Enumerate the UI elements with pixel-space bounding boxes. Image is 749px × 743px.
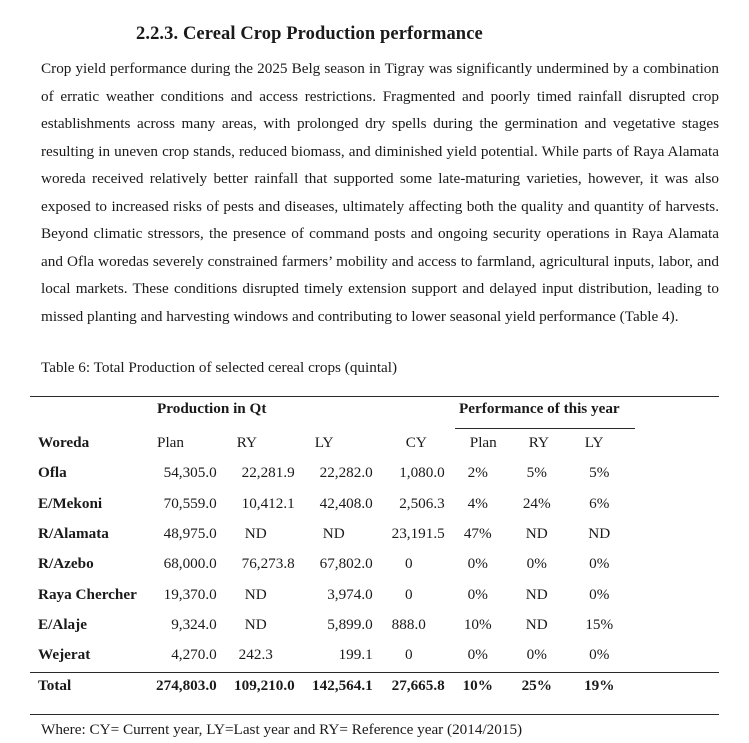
cell-perf-plan: 0% bbox=[467, 585, 488, 603]
cell-plan: 19,370.0 bbox=[163, 585, 217, 603]
cell-perf-ry: 24% bbox=[522, 494, 551, 512]
cell-perf-ry: ND bbox=[525, 615, 548, 633]
col-header-perf-ry: RY bbox=[528, 434, 550, 452]
cell-perf-ry: 0% bbox=[526, 646, 547, 664]
cell-cy: 2,506.3 bbox=[399, 494, 445, 512]
total-label: Total bbox=[38, 676, 72, 694]
table-footnote: Where: CY= Current year, LY=Last year and RY= Reference year (2014/2015) bbox=[41, 721, 523, 738]
table-row bbox=[38, 549, 636, 579]
total-perf-plan: 10% bbox=[462, 676, 493, 694]
cell-ry: ND bbox=[244, 585, 267, 603]
cell-perf-ly: ND bbox=[588, 525, 611, 543]
cell-perf-ly: 6% bbox=[589, 494, 610, 512]
body-paragraph: Crop yield performance during the 2025 Belg season in Tigray was significantly undermined by a combination of erratic weather conditions and access restrictions. Fragmented and poorly timed rainfall disrupted crop establishments across many areas, with prolonged dry spells during the germination and vegetative stages resulting in uneven crop stands, reduced biomass, and diminished yield potential. While parts of Raya Alamata woreda received relatively better rainfall that supported some late-maturing varieties, however, it was also exposed to increased risks of pests and diseases, ultimately affecting both the quality and quantity of harvests. Beyond climatic stressors, the presence of command posts and ongoing security operations in Raya Alamata and Ofla woredas severely constrained farmers’ mobility and access to farmland, agricultural inputs, labor, and local markets. These conditions disrupted timely extension support and delayed input distribution, leading to missed planting and harvesting windows and contributing to lower seasonal yield performance (Table 4). bbox=[41, 60, 719, 325]
total-perf-ly: 19% bbox=[584, 676, 615, 694]
production-table bbox=[38, 428, 636, 701]
cell-perf-plan: 0% bbox=[467, 555, 488, 573]
table-row bbox=[38, 610, 636, 640]
cell-ly: 5,899.0 bbox=[327, 615, 373, 633]
column-header-row bbox=[38, 428, 636, 458]
cell-perf-ly: 0% bbox=[589, 646, 610, 664]
cell-plan: 4,270.0 bbox=[171, 646, 217, 664]
total-ry: 109,210.0 bbox=[234, 676, 295, 694]
table-row bbox=[38, 458, 636, 488]
table-row bbox=[38, 519, 636, 549]
cell-plan: 68,000.0 bbox=[163, 555, 217, 573]
table-row bbox=[38, 640, 636, 670]
cell-plan: 9,324.0 bbox=[171, 615, 217, 633]
cell-ry: ND bbox=[244, 525, 267, 543]
cell-ly: 22,282.0 bbox=[319, 464, 373, 482]
total-cy: 27,665.8 bbox=[391, 676, 445, 694]
col-header-cy: CY bbox=[405, 434, 427, 452]
total-plan: 274,803.0 bbox=[156, 676, 217, 694]
cell-plan: 48,975.0 bbox=[163, 525, 217, 543]
table-bottom-rule bbox=[30, 714, 719, 715]
cell-perf-ly: 5% bbox=[589, 464, 610, 482]
cell-perf-plan: 2% bbox=[467, 464, 488, 482]
woreda-name: E/Alaje bbox=[38, 615, 87, 633]
cell-ry: 22,281.9 bbox=[241, 464, 295, 482]
woreda-name: Raya Chercher bbox=[38, 585, 137, 603]
total-row bbox=[38, 670, 636, 700]
total-ly: 142,564.1 bbox=[312, 676, 373, 694]
total-perf-ry: 25% bbox=[521, 676, 552, 694]
cell-cy: 0 bbox=[404, 555, 413, 573]
section-heading: 2.2.3. Cereal Crop Production performance bbox=[136, 24, 483, 44]
cell-plan: 70,559.0 bbox=[163, 494, 217, 512]
cell-perf-plan: 4% bbox=[467, 494, 488, 512]
cell-ly: 42,408.0 bbox=[319, 494, 373, 512]
cell-plan: 54,305.0 bbox=[163, 464, 217, 482]
cell-ry: 10,412.1 bbox=[241, 494, 295, 512]
cell-ry: 76,273.8 bbox=[241, 555, 295, 573]
cell-ry: 242.3 bbox=[238, 646, 273, 664]
col-header-ry: RY bbox=[236, 434, 258, 452]
group-header-production: Production in Qt bbox=[157, 400, 267, 417]
cell-cy: 23,191.5 bbox=[391, 525, 445, 543]
cell-perf-plan: 0% bbox=[467, 646, 488, 664]
woreda-name: Ofla bbox=[38, 464, 67, 482]
cell-perf-ry: 0% bbox=[526, 555, 547, 573]
woreda-name: R/Alamata bbox=[38, 525, 109, 543]
cell-ly: ND bbox=[322, 525, 345, 543]
cell-ry: ND bbox=[244, 615, 267, 633]
table-row bbox=[38, 579, 636, 609]
col-header-perf-ly: LY bbox=[584, 434, 604, 452]
cell-cy: 0 bbox=[404, 646, 413, 664]
col-header-ly: LY bbox=[314, 434, 334, 452]
cell-ly: 199.1 bbox=[338, 646, 373, 664]
cell-cy: 888.0 bbox=[391, 615, 426, 633]
col-header-plan: Plan bbox=[157, 434, 185, 452]
woreda-name: Wejerat bbox=[38, 646, 91, 664]
cell-perf-ly: 0% bbox=[589, 555, 610, 573]
table-row bbox=[38, 489, 636, 519]
cell-perf-ry: ND bbox=[525, 525, 548, 543]
table-caption: Table 6: Total Production of selected cereal crops (quintal) bbox=[41, 359, 398, 376]
cell-perf-ly: 0% bbox=[589, 585, 610, 603]
cell-cy: 0 bbox=[404, 585, 413, 603]
cell-perf-ry: ND bbox=[525, 585, 548, 603]
cell-ly: 67,802.0 bbox=[319, 555, 373, 573]
table-top-rule bbox=[30, 396, 719, 397]
cell-perf-plan: 47% bbox=[463, 525, 492, 543]
cell-cy: 1,080.0 bbox=[399, 464, 445, 482]
woreda-name: E/Mekoni bbox=[38, 494, 103, 512]
col-header-woreda: Woreda bbox=[38, 434, 90, 452]
col-header-perf-plan: Plan bbox=[469, 434, 497, 452]
group-header-performance: Performance of this year bbox=[459, 400, 620, 417]
cell-perf-ry: 5% bbox=[526, 464, 547, 482]
cell-perf-ly: 15% bbox=[585, 615, 614, 633]
cell-ly: 3,974.0 bbox=[327, 585, 373, 603]
woreda-name: R/Azebo bbox=[38, 555, 94, 573]
cell-perf-plan: 10% bbox=[463, 615, 492, 633]
